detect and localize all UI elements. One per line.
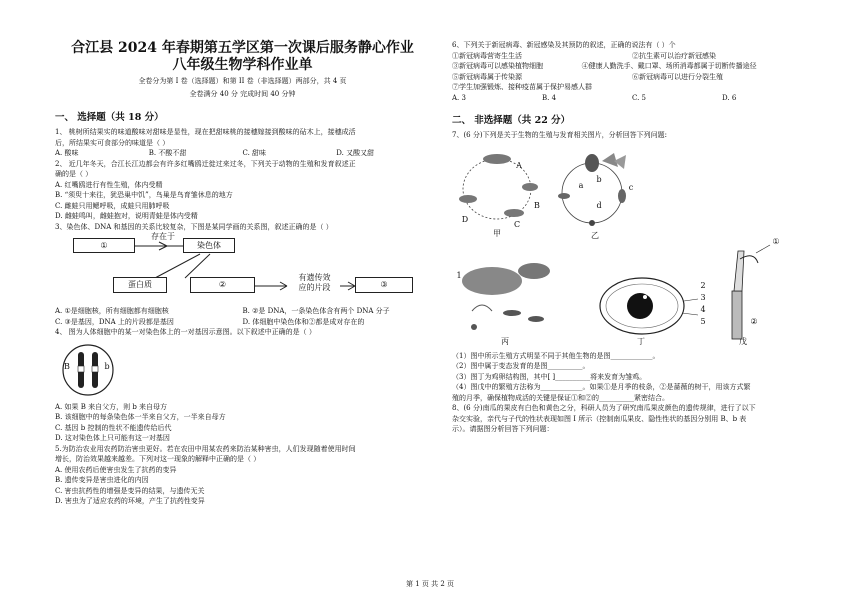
q1-line2: 后，所结果实可食部分的味道是（ ） [55, 138, 170, 147]
q3-options-row1 [55, 306, 430, 317]
fig-label-yi: 乙 [591, 230, 599, 240]
q6-option-b[interactable]: B. 4 [542, 93, 557, 102]
q6-item-5: ⑤新冠病毒属于传染源 [452, 72, 522, 81]
gene-label-2: 应的片段 [298, 283, 331, 292]
q3-relationship-diagram [55, 232, 430, 306]
q6-option-c[interactable]: C. 5 [632, 93, 647, 102]
diagram-protein-box: 蛋白质 [113, 277, 167, 293]
grasshopper-life-cycle-icon [459, 154, 538, 219]
fig-label-C: C [513, 219, 521, 229]
q5-option-d[interactable]: D. 害虫为了适应农药的环境，产生了抗药性变异 [55, 497, 205, 505]
q5-line2: 增长，防治效果越来越差。下列对这一现象的解释中正确的是（ ） [55, 455, 261, 463]
q6-options [452, 93, 812, 104]
q3-option-c[interactable]: C. ③是基因，DNA 上的片段都是基因 [55, 317, 174, 326]
frog-life-cycle-icon [462, 263, 550, 330]
q2-line1: 2、 近几年冬天，合江长江边都会有许多红嘴鸥迁徙过来过冬，下列关于动物的生殖和发育叙述正 [55, 159, 356, 168]
q7-sub-4: （4）图戊中的繁殖方法称为____________。如果①是月季的枝条，②是蔷薇的树干，用该方式繁 [452, 383, 751, 391]
q4-option-b[interactable]: B. 该细胞中的每条染色体一半来自父方，一半来自母方 [55, 413, 226, 421]
q4-chromosome-figure [55, 338, 430, 402]
right-column [452, 40, 812, 435]
q6-item-3: ③新冠病毒可以感染植物细胞 [452, 62, 543, 70]
q1-option-c[interactable]: C. 甜味 [242, 149, 267, 157]
q5-option-a[interactable]: A. 使用农药后使害虫发生了抗药的变异 [55, 465, 177, 474]
q1-options [55, 148, 430, 159]
q6-items-row3 [452, 72, 812, 83]
fig-label-b: b [596, 174, 602, 184]
q2-option-b[interactable]: B. “须臾十来往，犹恐巢中饥”，鸟巢是鸟育雏休息的地方 [55, 191, 233, 199]
fig-label-D: D [461, 214, 469, 224]
fig-label-wu: 戊 [739, 336, 747, 346]
fig-label-4: 4 [700, 304, 706, 314]
section-1-heading: 一、 选择题（共 18 分） [55, 112, 164, 123]
diagram-box-1: ① [73, 238, 135, 253]
q3-options-row2 [55, 317, 430, 328]
fig-label-B: B [534, 200, 540, 210]
q6-item-1: ①新冠病毒营寄生生活 [452, 51, 522, 60]
q7-line1: 7、(6 分)下列是关于生物的生殖与发育相关图片，分析回答下列问题: [452, 131, 667, 139]
q6-line1: 6、下列关于新冠病毒、新冠感染及其预防的叙述，正确的说法有（ ）个 [452, 41, 676, 49]
q2-option-a[interactable]: A. 红嘴鸥进行有性生殖，体内受精 [55, 180, 163, 189]
q6-option-a[interactable]: A. 3 [452, 93, 466, 102]
fig-label-ding: 丁 [637, 336, 645, 346]
gene-label-b: b [104, 361, 110, 371]
q2-line2: 确的是（ ） [55, 170, 93, 178]
q1-option-d[interactable]: D. 又酸又甜 [336, 149, 375, 157]
q7-sub-1: （1）图中所示生殖方式明显不同于其他生物的是图____________。 [452, 351, 660, 360]
q3-option-b[interactable]: B. ②是 DNA，一条染色体含有两个 DNA 分子 [242, 307, 390, 315]
q5-option-c[interactable]: C. 害虫抗药性的增强是变异的结果，与遗传无关 [55, 486, 205, 495]
q8-line2: 杂交实验，亲代与子代的性状表现如图 I 所示（控制南瓜果皮、隐性性状的基因分别用 B、b 表 [452, 414, 747, 423]
exists-in-label: 存在于 [151, 232, 175, 241]
butterfly-life-cycle-icon [558, 153, 626, 226]
q7-sub-4-cont: 殖的月季，确保植物成活的关键是保证①和②的__________紧密结合。 [452, 393, 669, 402]
fig-label-3: 3 [700, 292, 706, 302]
q6-item-4: ④健康人勤洗手、戴口罩、场所消毒都属于切断传播途径 [581, 62, 757, 70]
q6-item-7: ⑦学生加强锻炼、接种疫苗属于保护易感人群 [452, 83, 592, 91]
q1-line1: 1、 桃树所结果实的味道酸味对甜味是显性，现在把甜味桃的接穗嫁接到酸味的砧木上，接穗成活 [55, 128, 356, 136]
diagram-box-3: ③ [355, 277, 413, 293]
fig-label-5: 5 [700, 316, 706, 326]
fig-label-bing: 丙 [501, 336, 509, 346]
q6-items-row1 [452, 51, 812, 62]
q3-line1: 3、染色体、DNA 和基因的关系比较复杂，下图是某同学画的关系图，叙述正确的是（ ） [55, 222, 333, 231]
left-column [55, 40, 430, 507]
q2-option-d[interactable]: D. 雌蛙鸣叫，雌蛙抱对，说明青蛙是体内受精 [55, 212, 198, 220]
q3-option-a[interactable]: A. ①是细胞核，所有细胞都有细胞核 [55, 307, 169, 315]
q6-item-2: ②抗生素可以治疗新冠感染 [632, 51, 716, 60]
fig-label-2: 2 [700, 280, 706, 290]
q7-figures [452, 141, 812, 351]
page-footer: 第 1 页 共 2 页 [405, 580, 455, 588]
fig-label-jia: 甲 [493, 228, 501, 238]
exam-title-line1: 合江县 2024 年春期第五学区第一次课后服务静心作业 [71, 40, 414, 56]
fig-label-A: A [516, 160, 522, 170]
diagram-box-2: ② [190, 277, 255, 293]
q8-line1: 8、(6 分)南瓜的果皮有白色和黄色之分，科研人员为了研究南瓜果皮颜色的遗传规律，进行了以下 [452, 404, 756, 412]
fig-label-c: c [628, 182, 634, 192]
diagram-chromosome-box: 染色体 [183, 238, 235, 253]
q7-sub-2: （2）图中属于变态发育的是图__________。 [452, 362, 590, 370]
fig-label-d: d [596, 200, 602, 210]
q2-option-c[interactable]: C. 雌蛙只用鳃呼吸，成蛙只用肺呼吸 [55, 201, 170, 210]
gene-label-1: 有遗传效 [298, 273, 331, 282]
exam-meta-2: 全卷满分 40 分 完成时间 40 分钟 [189, 90, 296, 98]
q4-option-c[interactable]: C. 基因 b 控制的性状不能遗传给后代 [55, 423, 172, 432]
fig-label-circle-2: ② [750, 316, 758, 326]
q7-sub-3: （3）图丁为鸡卵结构图，其中[ ]__________将来发育为雏鸡。 [452, 372, 647, 381]
q3-option-d[interactable]: D. 体细胞中染色体和②都是成对存在的 [242, 317, 365, 326]
egg-structure-icon [600, 278, 698, 334]
q4-option-d[interactable]: D. 这对染色体上只可能有这一对基因 [55, 434, 170, 442]
exam-meta-1: 全卷分为第 I 卷（选择题）和第 II 卷（非选择题）两部分，共 4 页 [138, 77, 347, 85]
q1-option-a[interactable]: A. 酸味 [55, 149, 79, 157]
q5-option-b[interactable]: B. 遗传变异是害虫进化的内因 [55, 476, 149, 484]
q5-line1: 5.为防治农业用农药防治害虫更好。若在农田中用某农药来防治某种害虫，人们发现随着使用时间 [55, 444, 356, 453]
q4-option-a[interactable]: A. 如果 B 来自父方，则 b 来自母方 [55, 402, 168, 411]
fig-label-a: a [578, 180, 584, 190]
q1-option-b[interactable]: B. 不酸不甜 [148, 149, 187, 157]
gene-label-B: B [64, 361, 70, 371]
q6-option-d[interactable]: D. 6 [722, 93, 737, 102]
q6-item-6: ⑥新冠病毒可以进行分裂生殖 [632, 72, 723, 81]
fig-label-circle-1: ① [772, 236, 780, 246]
fig-label-1: 1 [456, 270, 462, 280]
section-2-heading: 二、 非选择题（共 22 分） [452, 115, 571, 126]
exam-title-line2: 八年级生物学科作业单 [172, 57, 313, 73]
q8-line3: 示）。请据图分析回答下列问题： [452, 425, 554, 433]
q4-line1: 4、 图为人体细胞中的某一对染色体上的一对基因示意图。以下叙述中正确的是（ ） [55, 328, 316, 336]
q6-items-row2 [452, 61, 812, 72]
